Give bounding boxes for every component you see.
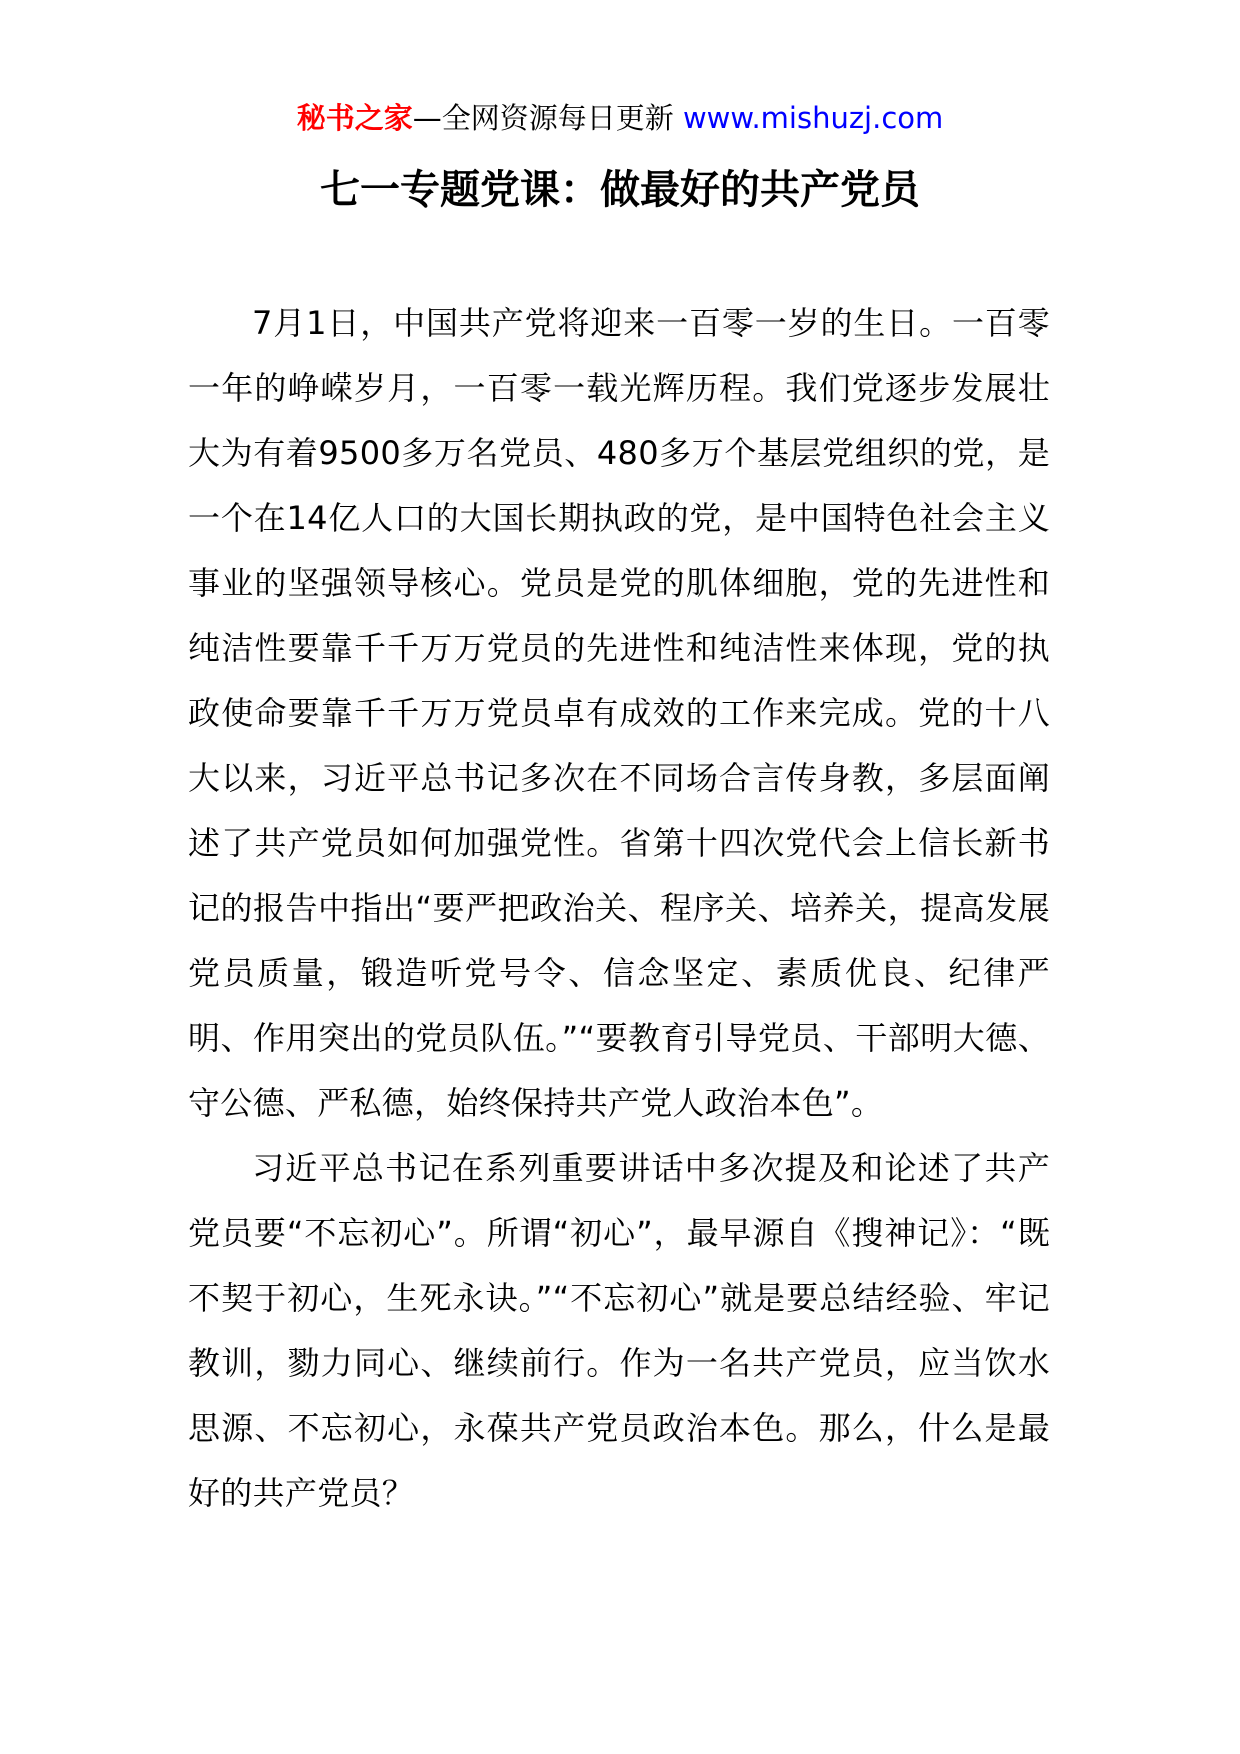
site-header [0,98,1240,138]
site-url-link[interactable]: www.mishuzj.com [682,101,944,135]
header-tagline: —全网资源每日更新 [412,101,683,135]
document-title: 七一专题党课：做最好的共产党员 [320,167,920,213]
paragraph-2: 习近平总书记在系列重要讲话中多次提及和论述了共产党员要“不忘初心”。所谓“初心”，最早源自《搜神记》：“既不契于初心，生死永诀。”“不忘初心”就是要总结经验、牢记教训，勠力同心、继续前行。作为一名共产党员，应当饮水思源、不忘初心，永葆共产党员政治本色。那么，什么是最好的共产党员？ [188,1149,1050,1512]
paragraph-1: 7月1日，中国共产党将迎来一百零一岁的生日。一百零一年的峥嵘岁月，一百零一载光辉历程。我们党逐步发展壮大为有着9500多万名党员、480多万个基层党组织的党，是一个在14亿人口的大国长期执政的党，是中国特色社会主义事业的坚强领导核心。党员是党的肌体细胞，党的先进性和纯洁性要靠千千万万党员的先进性和纯洁性来体现，党的执政使命要靠千千万万党员卓有成效的工作来完成。党的十八大以来，习近平总书记多次在不同场合言传身教，多层面阐述了共产党员如何加强党性。省第十四次党代会上信长新书记的报告中指出“要严把政治关、程序关、培养关，提高发展党员质量，锻造听党号令、信念坚定、素质优良、纪律严明、作用突出的党员队伍。”“要教育引导党员、干部明大德、守公德、严私德，始终保持共产党人政治本色”。 [188,304,1050,1122]
document-body [188,291,1050,1526]
brand-name: 秘书之家 [296,101,413,135]
